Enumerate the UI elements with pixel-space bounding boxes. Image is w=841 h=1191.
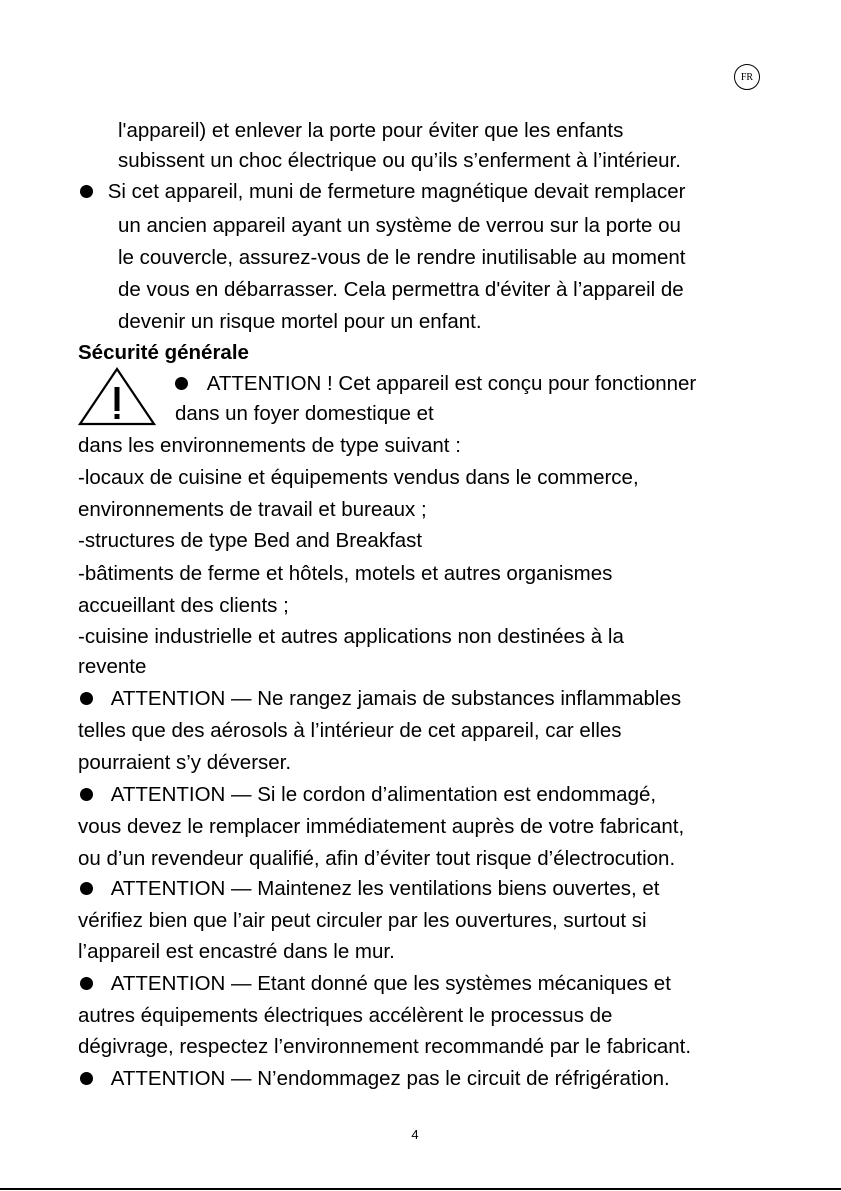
bullet-icon	[80, 185, 93, 198]
bullet-icon	[80, 1072, 93, 1085]
intro-line: l'appareil) et enlever la porte pour éviter que les enfants	[118, 119, 624, 142]
list-item-continuation: dégivrage, respectez l’environnement recommandé par le fabricant.	[78, 1035, 692, 1058]
body-line: -structures de type Bed and Breakfast	[78, 529, 423, 552]
bullet-icon	[80, 692, 93, 705]
body-line: -locaux de cuisine et équipements vendus dans le commerce,	[78, 466, 639, 489]
body-line: revente	[78, 655, 147, 678]
list-item-text: ATTENTION — Maintenez les ventilations biens ouvertes, et	[110, 877, 660, 900]
bullet-icon	[80, 788, 93, 801]
warning-line	[175, 368, 696, 399]
warning-line: dans un foyer domestique et	[175, 402, 434, 425]
list-item-continuation: le couvercle, assurez-vous de le rendre inutilisable au moment	[118, 246, 686, 269]
list-item-continuation: l’appareil est encastré dans le mur.	[78, 940, 395, 963]
list-item	[80, 683, 681, 714]
list-item-continuation: un ancien appareil ayant un système de verrou sur la porte ou	[118, 214, 681, 237]
list-item	[80, 1063, 670, 1094]
list-item-continuation: vous devez le remplacer immédiatement auprès de votre fabricant,	[78, 815, 685, 838]
list-item-continuation: telles que des aérosols à l’intérieur de cet appareil, car elles	[78, 719, 622, 742]
list-item-text: ATTENTION — Etant donné que les systèmes mécaniques et	[110, 972, 671, 995]
list-item-text: ATTENTION — Ne rangez jamais de substances inflammables	[110, 687, 682, 710]
list-item-continuation: devenir un risque mortel pour un enfant.	[118, 310, 482, 333]
bullet-icon	[175, 377, 188, 390]
bottom-rule	[0, 1188, 841, 1190]
bullet-icon	[80, 977, 93, 990]
body-line: -bâtiments de ferme et hôtels, motels et autres organismes	[78, 562, 613, 585]
list-item	[80, 968, 671, 999]
list-item	[80, 176, 685, 207]
list-item	[80, 873, 660, 904]
warning-text: ATTENTION ! Cet appareil est conçu pour fonctionner	[206, 372, 697, 395]
intro-line: subissent un choc électrique ou qu’ils s’enferment à l’intérieur.	[118, 149, 681, 172]
list-item-continuation: de vous en débarrasser. Cela permettra d'éviter à l’appareil de	[118, 278, 684, 301]
list-item-continuation: ou d’un revendeur qualifié, afin d’éviter tout risque d’électrocution.	[78, 847, 676, 870]
body-line: -cuisine industrielle et autres applications non destinées à la	[78, 625, 624, 648]
page-number: 4	[411, 1127, 419, 1142]
body-line: dans les environnements de type suivant :	[78, 434, 461, 457]
bullet-icon	[80, 882, 93, 895]
list-item-text: Si cet appareil, muni de fermeture magnétique devait remplacer	[107, 180, 686, 203]
body-line: environnements de travail et bureaux ;	[78, 498, 427, 521]
body-line: accueillant des clients ;	[78, 594, 289, 617]
list-item-continuation: pourraient s’y déverser.	[78, 751, 292, 774]
language-badge: FR	[734, 64, 760, 90]
list-item	[80, 779, 656, 810]
warning-triangle-icon	[78, 367, 156, 427]
list-item-continuation: vérifiez bien que l’air peut circuler par les ouvertures, surtout si	[78, 909, 647, 932]
list-item-continuation: autres équipements électriques accélèrent le processus de	[78, 1004, 613, 1027]
list-item-text: ATTENTION — N’endommagez pas le circuit de réfrigération.	[110, 1067, 670, 1090]
list-item-text: ATTENTION — Si le cordon d’alimentation est endommagé,	[110, 783, 657, 806]
section-title: Sécurité générale	[78, 341, 249, 364]
